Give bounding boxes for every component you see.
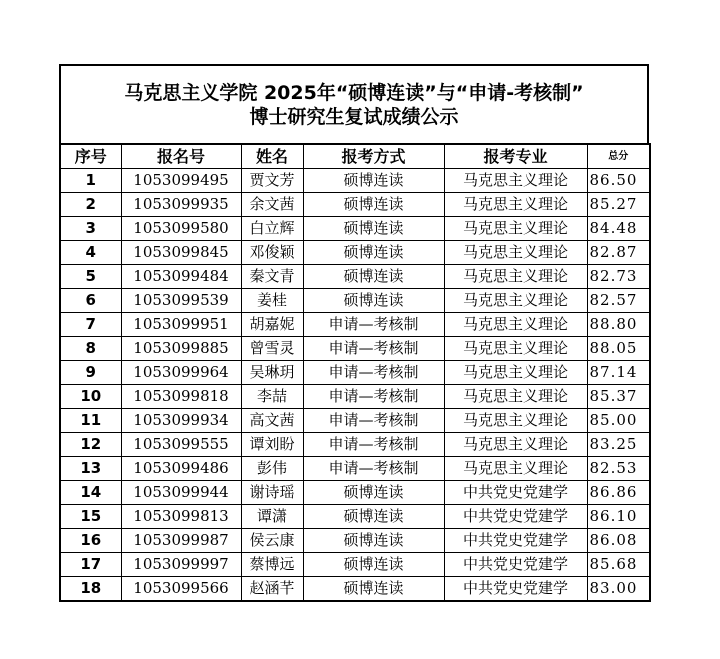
row-total: 87.14 — [587, 361, 650, 385]
row-major: 马克思主义理论 — [444, 361, 587, 385]
row-name: 姜桂 — [241, 289, 303, 313]
row-total: 86.08 — [587, 529, 650, 553]
table-row — [60, 361, 650, 385]
row-total: 82.53 — [587, 457, 650, 481]
row-reg-no: 1053099495 — [121, 169, 241, 193]
results-table — [59, 143, 651, 602]
table-row — [60, 553, 650, 577]
row-seq: 1 — [60, 169, 121, 193]
row-seq: 5 — [60, 265, 121, 289]
row-mode: 硕博连读 — [303, 193, 444, 217]
table-body — [60, 169, 650, 602]
row-reg-no: 1053099951 — [121, 313, 241, 337]
row-total: 83.00 — [587, 577, 650, 602]
row-major: 马克思主义理论 — [444, 265, 587, 289]
row-total: 82.57 — [587, 289, 650, 313]
row-mode: 硕博连读 — [303, 169, 444, 193]
row-total: 82.87 — [587, 241, 650, 265]
row-major: 中共党史党建学 — [444, 553, 587, 577]
row-mode: 申请—考核制 — [303, 457, 444, 481]
row-reg-no: 1053099813 — [121, 505, 241, 529]
row-seq: 18 — [60, 577, 121, 602]
row-name: 胡嘉妮 — [241, 313, 303, 337]
row-mode: 硕博连读 — [303, 241, 444, 265]
row-seq: 16 — [60, 529, 121, 553]
table-row — [60, 169, 650, 193]
table-row — [60, 217, 650, 241]
header-reg-no: 报名号 — [121, 144, 241, 169]
row-reg-no: 1053099818 — [121, 385, 241, 409]
row-name: 谢诗瑶 — [241, 481, 303, 505]
row-total: 88.05 — [587, 337, 650, 361]
row-mode: 硕博连读 — [303, 481, 444, 505]
row-mode: 硕博连读 — [303, 529, 444, 553]
row-total: 82.73 — [587, 265, 650, 289]
table-row — [60, 337, 650, 361]
row-mode: 硕博连读 — [303, 217, 444, 241]
row-seq: 9 — [60, 361, 121, 385]
row-major: 马克思主义理论 — [444, 193, 587, 217]
row-major: 中共党史党建学 — [444, 529, 587, 553]
row-name: 白立辉 — [241, 217, 303, 241]
header-name: 姓名 — [241, 144, 303, 169]
row-reg-no: 1053099934 — [121, 409, 241, 433]
row-seq: 8 — [60, 337, 121, 361]
row-major: 马克思主义理论 — [444, 313, 587, 337]
row-major: 马克思主义理论 — [444, 289, 587, 313]
row-reg-no: 1053099987 — [121, 529, 241, 553]
row-mode: 申请—考核制 — [303, 337, 444, 361]
row-mode: 申请—考核制 — [303, 313, 444, 337]
row-total: 86.10 — [587, 505, 650, 529]
row-name: 余文茜 — [241, 193, 303, 217]
row-seq: 14 — [60, 481, 121, 505]
table-row — [60, 529, 650, 553]
row-name: 蔡博远 — [241, 553, 303, 577]
row-major: 马克思主义理论 — [444, 337, 587, 361]
row-mode: 申请—考核制 — [303, 385, 444, 409]
row-mode: 硕博连读 — [303, 577, 444, 602]
row-name: 秦文青 — [241, 265, 303, 289]
title-line-2: 博士研究生复试成绩公示 — [249, 106, 459, 128]
table-row — [60, 193, 650, 217]
row-major: 马克思主义理论 — [444, 241, 587, 265]
row-reg-no: 1053099997 — [121, 553, 241, 577]
row-name: 谭刘盼 — [241, 433, 303, 457]
row-total: 85.27 — [587, 193, 650, 217]
row-mode: 硕博连读 — [303, 289, 444, 313]
row-reg-no: 1053099845 — [121, 241, 241, 265]
row-major: 马克思主义理论 — [444, 433, 587, 457]
table-row — [60, 313, 650, 337]
row-reg-no: 1053099935 — [121, 193, 241, 217]
row-total: 84.48 — [587, 217, 650, 241]
row-name: 谭潇 — [241, 505, 303, 529]
header-major: 报考专业 — [444, 144, 587, 169]
row-seq: 10 — [60, 385, 121, 409]
row-seq: 12 — [60, 433, 121, 457]
row-seq: 15 — [60, 505, 121, 529]
table-row — [60, 433, 650, 457]
row-mode: 硕博连读 — [303, 553, 444, 577]
header-seq: 序号 — [60, 144, 121, 169]
row-reg-no: 1053099580 — [121, 217, 241, 241]
table-row — [60, 481, 650, 505]
row-name: 邓俊颖 — [241, 241, 303, 265]
row-major: 中共党史党建学 — [444, 577, 587, 602]
row-seq: 6 — [60, 289, 121, 313]
row-mode: 申请—考核制 — [303, 409, 444, 433]
row-mode: 硕博连读 — [303, 505, 444, 529]
row-total: 85.37 — [587, 385, 650, 409]
row-name: 赵涵芊 — [241, 577, 303, 602]
results-sheet — [59, 64, 649, 602]
row-name: 贾文芳 — [241, 169, 303, 193]
header-total: 总分 — [587, 144, 650, 169]
row-seq: 7 — [60, 313, 121, 337]
row-seq: 4 — [60, 241, 121, 265]
row-mode: 硕博连读 — [303, 265, 444, 289]
row-reg-no: 1053099484 — [121, 265, 241, 289]
row-name: 曾雪灵 — [241, 337, 303, 361]
row-total: 88.80 — [587, 313, 650, 337]
row-name: 吴琳玥 — [241, 361, 303, 385]
table-row — [60, 385, 650, 409]
title-line-1: 马克思主义学院 2025年“硕博连读”与“申请-考核制” — [124, 82, 584, 104]
row-seq: 2 — [60, 193, 121, 217]
row-seq: 17 — [60, 553, 121, 577]
row-name: 高文茜 — [241, 409, 303, 433]
row-total: 86.86 — [587, 481, 650, 505]
row-major: 马克思主义理论 — [444, 457, 587, 481]
row-seq: 3 — [60, 217, 121, 241]
title-block — [59, 64, 649, 143]
row-mode: 申请—考核制 — [303, 433, 444, 457]
table-header-row — [60, 144, 650, 169]
row-seq: 11 — [60, 409, 121, 433]
row-seq: 13 — [60, 457, 121, 481]
row-major: 马克思主义理论 — [444, 169, 587, 193]
row-total: 85.00 — [587, 409, 650, 433]
table-row — [60, 265, 650, 289]
table-row — [60, 505, 650, 529]
table-row — [60, 457, 650, 481]
row-reg-no: 1053099539 — [121, 289, 241, 313]
table-row — [60, 409, 650, 433]
table-row — [60, 289, 650, 313]
row-name: 侯云康 — [241, 529, 303, 553]
header-mode: 报考方式 — [303, 144, 444, 169]
row-name: 李喆 — [241, 385, 303, 409]
row-total: 83.25 — [587, 433, 650, 457]
row-total: 86.50 — [587, 169, 650, 193]
row-reg-no: 1053099486 — [121, 457, 241, 481]
table-row — [60, 577, 650, 602]
row-reg-no: 1053099964 — [121, 361, 241, 385]
row-reg-no: 1053099566 — [121, 577, 241, 602]
row-major: 马克思主义理论 — [444, 385, 587, 409]
table-row — [60, 241, 650, 265]
row-total: 85.68 — [587, 553, 650, 577]
row-major: 马克思主义理论 — [444, 217, 587, 241]
row-major: 中共党史党建学 — [444, 481, 587, 505]
row-reg-no: 1053099885 — [121, 337, 241, 361]
row-reg-no: 1053099555 — [121, 433, 241, 457]
row-mode: 申请—考核制 — [303, 361, 444, 385]
row-major: 马克思主义理论 — [444, 409, 587, 433]
row-reg-no: 1053099944 — [121, 481, 241, 505]
row-name: 彭伟 — [241, 457, 303, 481]
row-major: 中共党史党建学 — [444, 505, 587, 529]
